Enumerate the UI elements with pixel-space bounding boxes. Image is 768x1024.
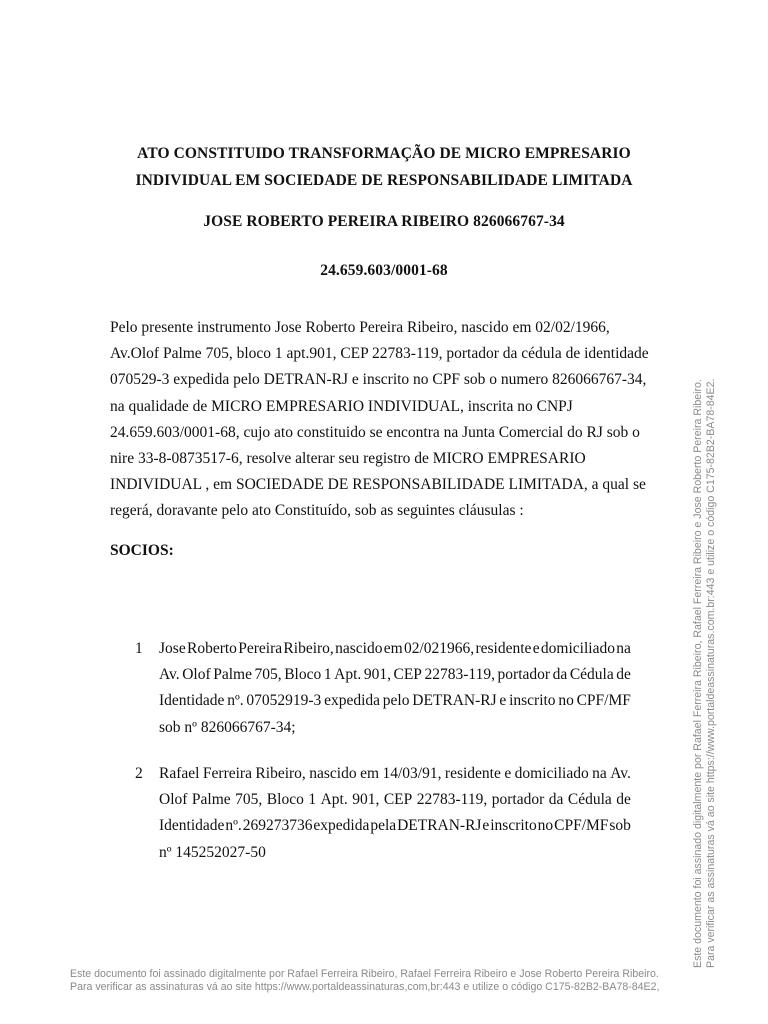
- socio-word: nº 145252027-50: [159, 843, 266, 861]
- socio-word: 07052919-3: [246, 692, 322, 710]
- footer-signature-line-2: Para verificar as assinaturas vá ao site https://www.portaldeassinaturas,com,br:443 e utilize o código C175-82B2-BA78-84E2,: [70, 981, 660, 993]
- socio-word: portador: [491, 791, 545, 809]
- socio-word: em: [383, 640, 403, 657]
- socio-word: Av.: [159, 666, 180, 684]
- socio-word: Ribeiro,: [283, 640, 334, 657]
- socio-word: Jose: [159, 640, 186, 657]
- socio-word: de: [616, 666, 631, 684]
- socio-line: [159, 813, 631, 839]
- footer-signature-notice: [70, 968, 659, 994]
- socio-line: [159, 761, 631, 787]
- socio-word: 705,: [254, 666, 282, 684]
- socio-word: Identidade: [159, 817, 225, 835]
- intro-line: Pelo presente instrumento Jose Roberto Pereira Ribeiro, nascido em 02/02/1966,: [110, 319, 610, 336]
- socio-word: Apt.: [334, 666, 362, 684]
- intro-paragraph: [110, 315, 649, 525]
- socio-word: Apt.: [320, 791, 348, 809]
- socio-word: Palme: [213, 666, 252, 684]
- socio-word: Bloco: [266, 791, 304, 809]
- socio-text: [159, 636, 631, 741]
- intro-line: INDIVIDUAL , em SOCIEDADE DE RESPONSABILIDADE LIMITADA, a qual se: [110, 476, 646, 494]
- socio-word: 901,: [352, 791, 380, 809]
- socio-word: DETRAN-RJ: [412, 692, 497, 710]
- socio-word: CPF/MF: [576, 692, 631, 710]
- socio-word: residente: [444, 765, 501, 782]
- socio-word: Ferreira: [202, 765, 252, 782]
- socio-word: no: [558, 692, 574, 710]
- socio-line: [159, 715, 631, 741]
- socio-item: [137, 761, 631, 866]
- socio-word: Cédula: [567, 791, 612, 809]
- socio-word: pela: [370, 817, 397, 835]
- socio-word: CEP: [393, 666, 422, 684]
- cnpj-line: 24.659.603/0001-68: [320, 262, 448, 279]
- socio-word: pelo: [382, 692, 410, 710]
- intro-line: Av.Olof Palme 705, bloco 1 apt.901, CEP 22783-119, portador da cédula de identidade: [110, 345, 649, 363]
- intro-line: 070529-3 expedida pelo DETRAN-RJ e inscrito no CPF sob o numero 826066767-34,: [110, 371, 647, 389]
- socio-word: portador: [497, 666, 551, 684]
- socio-word: Bloco: [284, 666, 322, 684]
- socio-word: Ribeiro,: [255, 765, 306, 782]
- socio-word: de: [616, 791, 631, 809]
- socio-word: domiciliado: [540, 640, 615, 657]
- socio-number: 2: [135, 765, 143, 782]
- socio-word: domiciliado: [514, 765, 589, 782]
- socio-word: Rafael: [159, 765, 200, 782]
- socio-word: Pereira: [238, 640, 283, 657]
- socio-item: [137, 636, 631, 741]
- socio-word: em: [360, 765, 379, 782]
- socio-word: Olof: [182, 666, 211, 684]
- socio-word: e: [504, 765, 512, 782]
- intro-line: na qualidade de MICRO EMPRESARIO INDIVIDUAL, inscrita no CNPJ: [110, 397, 573, 415]
- intro-line: regerá, doravante pelo ato Constituído, sob as seguintes cláusulas :: [110, 502, 524, 520]
- socio-number: 1: [135, 640, 143, 657]
- title-line-1: ATO CONSTITUIDO TRANSFORMAÇÃO DE MICRO EMPRESARIO: [137, 145, 631, 162]
- socio-word: Cédula: [569, 666, 614, 684]
- socio-word: no: [537, 817, 554, 835]
- socio-word: na: [616, 640, 631, 657]
- socio-word: expedida: [324, 692, 381, 710]
- socio-word: expedida: [313, 817, 370, 835]
- socio-word: Palme: [191, 791, 231, 809]
- socio-word: DETRAN-RJ: [397, 817, 482, 835]
- side-signature-notice: [692, 368, 718, 968]
- socio-line: [159, 688, 631, 714]
- socio-word: e: [482, 817, 490, 835]
- socio-word: 269273736: [242, 817, 313, 835]
- socio-word: 02/021966,: [403, 640, 475, 657]
- socio-line: [159, 840, 631, 866]
- document-title: [0, 140, 768, 194]
- socio-word: 14/03/91,: [382, 765, 442, 782]
- socio-word: Roberto: [187, 640, 237, 657]
- socio-word: 22783-119,: [424, 666, 495, 684]
- socio-word: Identidade: [159, 692, 225, 710]
- socio-word: e: [532, 640, 540, 657]
- socio-word: da: [552, 666, 568, 684]
- socio-word: CPF/MF: [554, 817, 609, 835]
- socio-word: 901,: [363, 666, 391, 684]
- socio-word: na: [592, 765, 607, 782]
- socio-word: e: [499, 692, 507, 710]
- socio-text: [159, 761, 631, 866]
- title-line-2: INDIVIDUAL EM SOCIEDADE DE RESPONSABILIDADE LIMITADA: [135, 172, 633, 189]
- socio-line: [159, 787, 631, 813]
- socio-word: sob: [609, 817, 631, 835]
- socio-word: Av.: [610, 765, 631, 782]
- intro-line: nire 33-8-0873517-6, resolve alterar seu registro de MICRO EMPRESARIO: [110, 450, 586, 468]
- socio-word: sob nº 826066767-34;: [159, 718, 296, 736]
- socio-line: [159, 636, 631, 662]
- socio-word: residente: [475, 640, 532, 657]
- side-signature-line-1: Este documento foi assinado digitalmente por Rafael Ferreira Ribeiro, Rafael Ferreira Ribeiro e Jose Roberto Pereira Ribeiro.: [692, 379, 704, 968]
- footer-signature-line-1: Este documento foi assinado digitalmente por Rafael Ferreira Ribeiro, Rafael Ferreira Ribeiro e Jose Roberto Pereira Ribeiro.: [70, 968, 659, 980]
- socio-word: inscrito: [490, 817, 537, 835]
- socio-word: 1: [308, 791, 317, 809]
- socio-line: [159, 662, 631, 688]
- socio-word: da: [548, 791, 564, 809]
- socio-word: inscrito: [509, 692, 556, 710]
- socio-word: nº.: [227, 692, 244, 710]
- socio-word: nº.: [225, 817, 242, 835]
- socio-word: 705,: [235, 791, 263, 809]
- socio-word: Olof: [159, 791, 188, 809]
- socio-word: nascido: [335, 640, 383, 657]
- socios-heading: SOCIOS:: [110, 542, 174, 559]
- socio-word: 1: [323, 666, 332, 684]
- intro-line: 24.659.603/0001-68, cujo ato constituido se encontra na Junta Comercial do RJ sob o: [110, 423, 640, 441]
- socio-word: CEP: [383, 791, 413, 809]
- socio-word: 22783-119,: [416, 791, 488, 809]
- owner-name-line: JOSE ROBERTO PEREIRA RIBEIRO 826066767-34: [203, 213, 565, 230]
- side-signature-line-2: Para verificar as assinaturas vá ao site https://www.portaldeassinaturas.com.br:443 e utilize o código C175-82B2-BA78-84E2.: [705, 378, 717, 968]
- socio-word: nascido: [309, 765, 357, 782]
